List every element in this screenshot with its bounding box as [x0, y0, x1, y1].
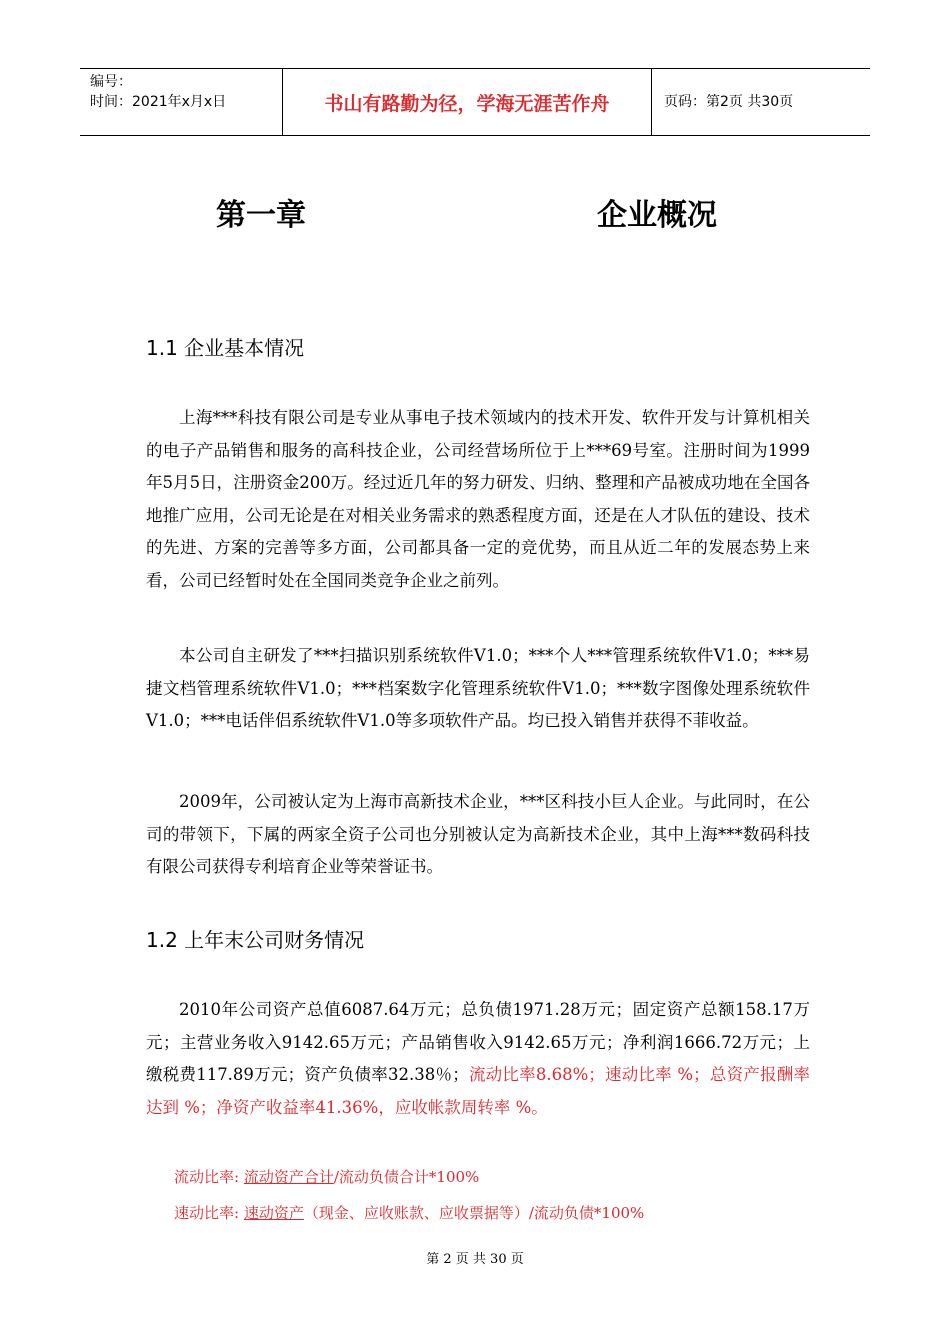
page-footer: 第 2 页 共 30 页: [426, 1252, 524, 1267]
header-page-label: 页码：第2页 共30页: [664, 94, 794, 110]
formula-1-rest: /流动负债合计*100%: [333, 1168, 480, 1186]
formula-2-rest: （现金、应收账款、应收票据等）/流动负债*100%: [303, 1204, 645, 1222]
header-left: [90, 72, 280, 112]
formula-1-label: 流动比率:: [174, 1168, 240, 1186]
page-header: [80, 68, 870, 136]
financial-text: 2010年公司资产总值6087.64万元；总负债1971.28万元；固定资产总额158.17万元；主营业务收入9142.65万元；产品销售收入9142.65万元；净利润1666.72万元；上缴税费117.89万元；资产负债率32.38％；: [146, 1000, 810, 1084]
chapter-title: 企业概况: [597, 198, 717, 233]
section-1-1-paragraph-3: 2009年，公司被认定为上海市高新技术企业，***区科技小巨人企业。与此同时，在公司的带领下，下属的两家全资子公司也分别被认定为高新技术企业，其中上海***数码科技有限公司获得专利培育企业等荣誉证书。: [146, 792, 810, 876]
section-heading-1-1: 1.1 企业基本情况: [146, 336, 305, 360]
header-motto: 书山有路勤为径，学海无涯苦作舟: [282, 68, 652, 136]
financial-ratios-text: 流动比率8.68%；速动比率 %；总资产报酬率达到 %；净资产收益率41.36%，应收帐款周转率 %。: [146, 1065, 810, 1117]
formula-2-numerator: 速动资产: [243, 1204, 304, 1222]
chapter-number: 第一章: [216, 198, 306, 233]
section-1-2-paragraph-1: [146, 994, 810, 1124]
section-heading-1-2: 1.2 上年末公司财务情况: [146, 928, 365, 952]
formula-quick-ratio: [174, 1202, 644, 1223]
formula-current-ratio: [174, 1166, 479, 1187]
formula-1-numerator: 流动资产合计: [243, 1168, 334, 1186]
section-1-1-paragraph-2: 本公司自主研发了***扫描识别系统软件V1.0；***个人***管理系统软件V1.0；***易捷文档管理系统软件V1.0；***档案数字化管理系统软件V1.0；***数字图像处理系统软件V1.0；***电话伴侣系统软件V1.0等多项软件产品。均已投入销售并获得不菲收益。: [146, 646, 810, 730]
section-1-1-paragraph-1: 上海***科技有限公司是专业从事电子技术领域内的技术开发、软件开发与计算机相关的电子产品销售和服务的高科技企业，公司经营场所位于上***69号室。注册时间为1999年5月5日，注册资金200万。经过近几年的努力研发、归纳、整理和产品被成功地在全国各地推广应用，公司无论是在对相关业务需求的熟悉程度方面，还是在人才队伍的建设、技术的先进、方案的完善等多方面，公司都具备一定的竞优势，而且从近二年的发展态势上来看，公司已经暂时处在全国同类竞争企业之前列。: [146, 408, 810, 590]
header-time-label: 时间：2021年x月x日: [90, 94, 227, 110]
formula-2-label: 速动比率:: [174, 1204, 240, 1222]
header-number-label: 编号：: [90, 74, 132, 90]
